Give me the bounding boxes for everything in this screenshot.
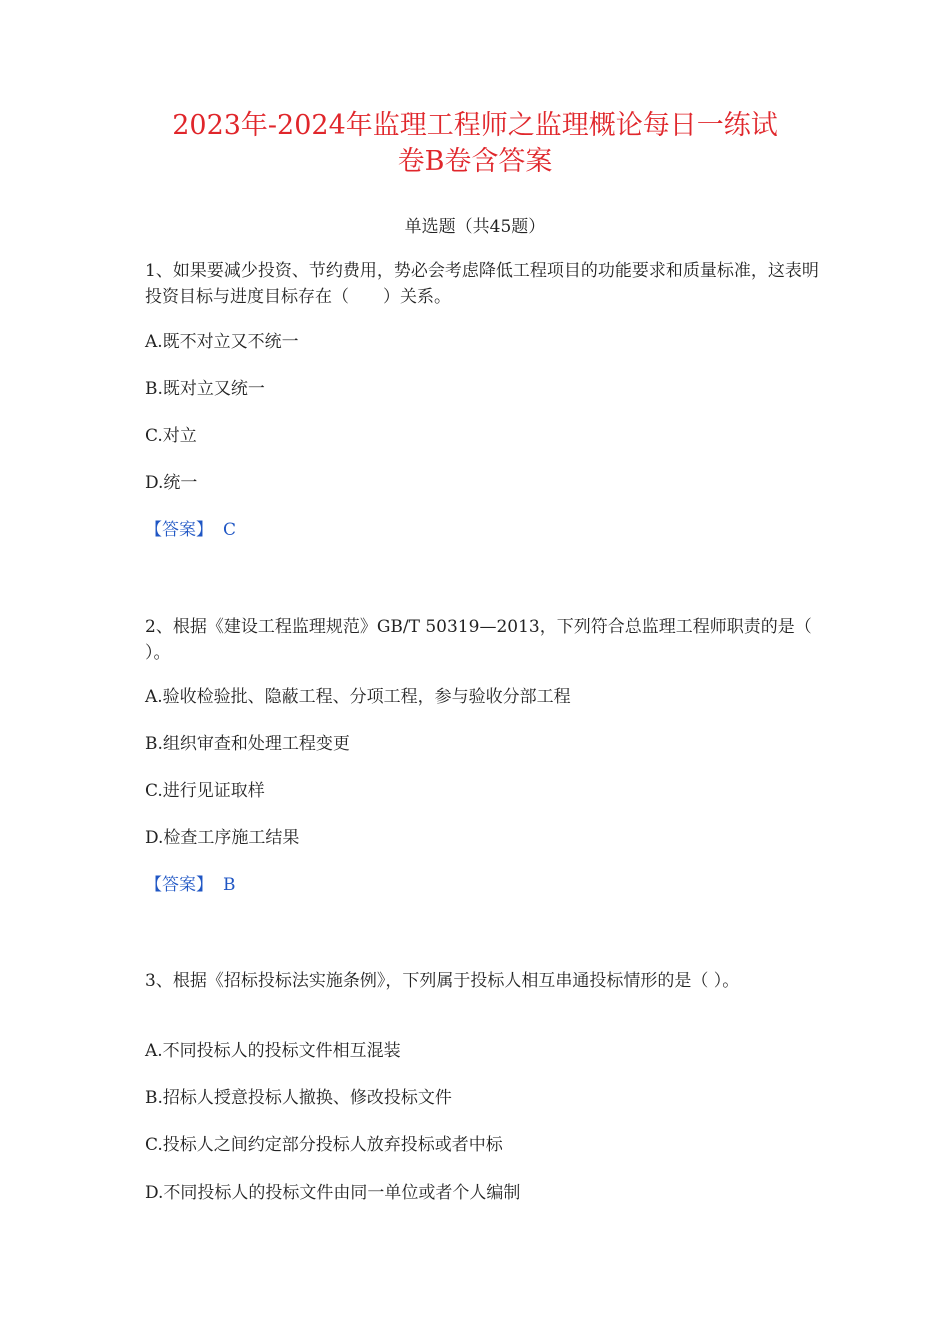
document-title [120, 108, 830, 180]
question-1-option-c: C.对立 [145, 426, 197, 446]
question-3-stem: 3、根据《招标投标法实施条例》，下列属于投标人相互串通投标情形的是（ ）。 [145, 971, 740, 991]
question-1-option-a: A.既不对立又不统一 [145, 332, 299, 352]
title-line-2: 卷B卷含答案 [397, 146, 553, 177]
answer-value: C [223, 520, 237, 540]
question-1-option-b: B.既对立又统一 [145, 379, 265, 399]
answer-value: B [223, 875, 236, 895]
question-2-option-b: B.组织审查和处理工程变更 [145, 734, 350, 754]
question-3-option-d: D.不同投标人的投标文件由同一单位或者个人编制 [145, 1183, 521, 1203]
answer-label: 【答案】 [145, 875, 213, 895]
question-2-stem: 2、根据《建设工程监理规范》GB/T 50319—2013，下列符合总监理工程师职责的是（ ）。 [145, 617, 812, 663]
question-2-option-d: D.检查工序施工结果 [145, 828, 300, 848]
question-2-answer [145, 874, 236, 896]
question-3-option-a: A.不同投标人的投标文件相互混装 [145, 1041, 401, 1061]
question-3-option-c: C.投标人之间约定部分投标人放弃投标或者中标 [145, 1135, 503, 1155]
question-1-stem: 1、如果要减少投资、节约费用，势必会考虑降低工程项目的功能要求和质量标准，这表明投资目标与进度目标存在（ ）关系。 [145, 261, 819, 307]
question-2-option-c: C.进行见证取样 [145, 781, 265, 801]
section-heading: 单选题（共45题） [404, 217, 546, 237]
question-1-option-d: D.统一 [145, 473, 198, 493]
answer-label: 【答案】 [145, 520, 213, 540]
question-1-answer [145, 519, 236, 541]
question-2-option-a: A.验收检验批、隐蔽工程、分项工程，参与验收分部工程 [145, 687, 571, 707]
title-line-1: 2023年-2024年监理工程师之监理概论每日一练试 [172, 110, 778, 141]
question-3-option-b: B.招标人授意投标人撤换、修改投标文件 [145, 1088, 452, 1108]
